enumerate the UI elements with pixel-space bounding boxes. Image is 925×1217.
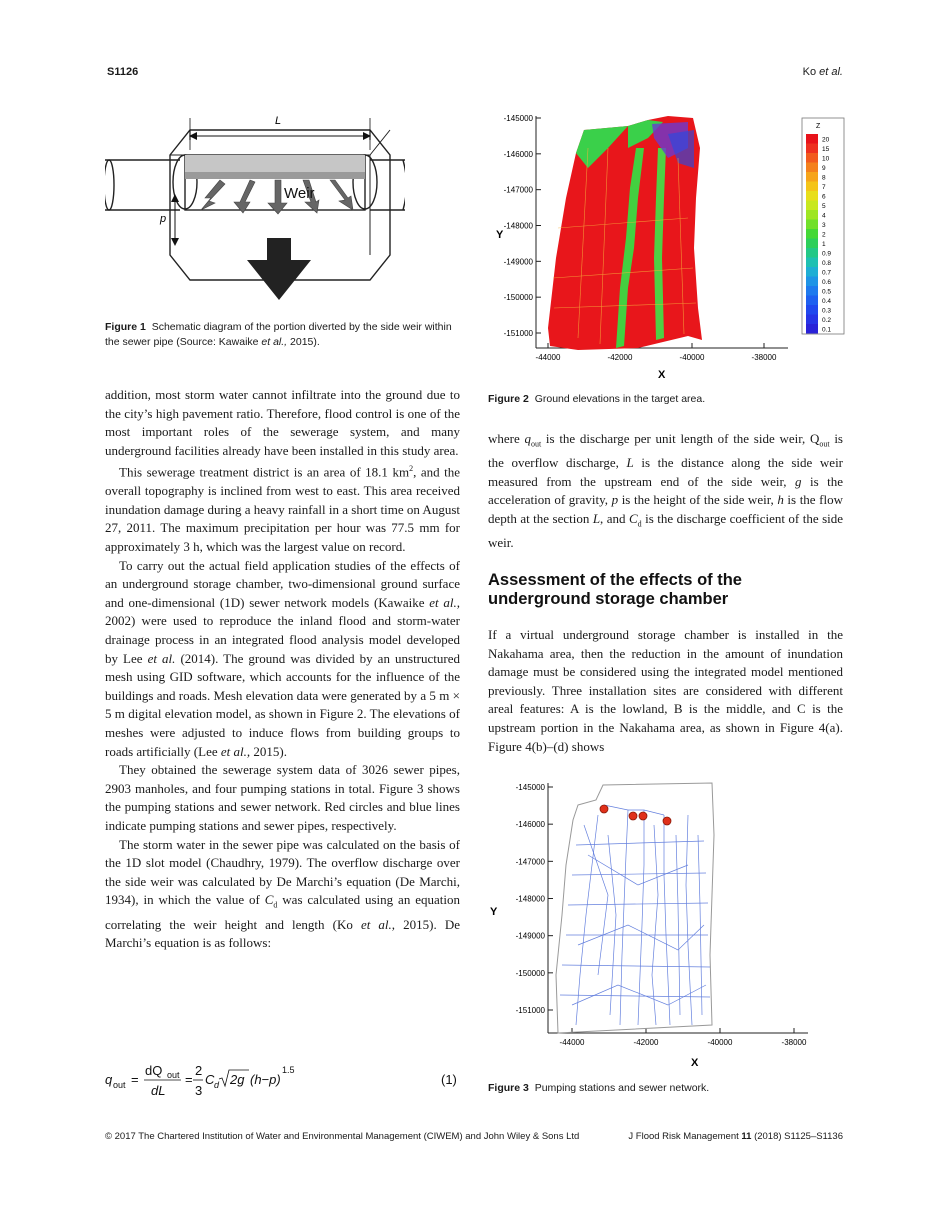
legend-level-label: 0.2: [822, 317, 832, 324]
figure-3-x-tick-label: -40000: [707, 1038, 733, 1047]
footer-journal-name: J Flood Risk Management: [628, 1131, 742, 1142]
paragraph-4: They obtained the sewerage system data of 3026 sewer pipes, 2903 manholes, and four pumping stations in total. Figure 3 shows the pumping stations and sewer network. Red circles and blue lines indicate pumping stations and sewer pipes, respectively.: [105, 762, 460, 833]
legend-swatch: [806, 153, 818, 163]
where-g2: is the flow depth at the section: [488, 492, 843, 526]
footer-volume: 11: [741, 1131, 752, 1142]
eq-equals-1: =: [131, 1072, 139, 1087]
legend-level-label: 2: [822, 231, 826, 239]
figure-3-y-tick-label: -146000: [515, 820, 545, 830]
eq-q: q: [105, 1072, 113, 1087]
where-e: is the acceleration of gravity,: [488, 473, 843, 508]
legend-level-label: 3: [822, 222, 826, 229]
legend-swatch: [806, 163, 818, 173]
figure-3-label: Figure 3: [488, 1082, 529, 1094]
figure-2-y-tick-label: -150000: [503, 293, 533, 303]
page-number: S1126: [107, 66, 139, 78]
paragraph-3-b: 2002) were used to reproduce the inland flood and storm-water drainage process in an integrated flood analysis model developed by Lee: [105, 613, 460, 666]
eq-den: dL: [151, 1083, 166, 1098]
where-b: is the discharge per unit length of the side weir, Q: [541, 431, 820, 446]
figure-3-x-tick-label: -38000: [781, 1038, 807, 1047]
where-L2: L: [592, 510, 601, 526]
where-h2: , and: [600, 510, 629, 526]
legend-level-label: 0.9: [822, 250, 832, 258]
eq-number: (1): [441, 1072, 457, 1087]
figure-3-y-tick-label: -151000: [515, 1006, 545, 1015]
figure-1-caption-text-a: Schematic diagram of the portion diverted by the side weir within the sewer pipe (Source: Kawaike: [105, 321, 452, 348]
paragraph-3-a: To carry out the actual field application studies of the effects of an underground storage chamber, two-dimensional ground surface and one-dimensional (1D) sewer network models (Kawaike: [105, 557, 460, 610]
paragraph-5-etal: et al.,: [360, 916, 396, 932]
paragraph-3-etal-3: et al.,: [220, 743, 251, 759]
paragraph-3-d: 2015).: [250, 743, 287, 759]
figure-2-x-tick-label: -44000: [535, 353, 561, 362]
paragraph-5-cd: C: [264, 892, 274, 908]
pumping-stations: [600, 805, 671, 825]
legend-level-label: 0.4: [822, 298, 832, 305]
legend-swatch: [806, 286, 818, 296]
figure-2-caption-text: Ground elevations in the target area.: [534, 393, 706, 405]
eq-cd: C: [205, 1072, 215, 1087]
legend-swatch: [806, 229, 818, 239]
paragraph-5-c: 2015). De Marchi’s equation is as follows:: [105, 916, 460, 951]
legend-level-label: 0.5: [822, 288, 832, 296]
where-p: p: [611, 492, 619, 508]
figure-2-y-tick-label: -149000: [503, 257, 533, 267]
figure-2-y-tick-label: -147000: [503, 185, 533, 195]
running-head-author: Ko: [802, 66, 817, 78]
legend-level-label: 0.6: [822, 279, 832, 286]
legend-level-label: 0.3: [822, 307, 832, 315]
eq-equals-2: =: [185, 1072, 193, 1087]
legend-swatch: [806, 191, 818, 201]
figure-2-y-tick-label: -145000: [503, 114, 533, 123]
where-h: h: [777, 492, 784, 508]
legend-swatch: [806, 258, 818, 268]
figure-3-y-tick-label: -150000: [515, 968, 545, 978]
eq-sqrt-arg: 2g: [230, 1072, 245, 1087]
legend-swatch: [806, 324, 818, 334]
legend-swatch: [806, 172, 818, 182]
running-head-etal: et al.: [819, 66, 843, 78]
figure-2-y-tick-label: -146000: [503, 149, 533, 159]
figure-1-schematic: [105, 110, 405, 310]
figure-3-y-tick-label: -145000: [515, 783, 545, 792]
figure-2-label: Figure 2: [488, 393, 529, 405]
figure-2-x-tick-label: -40000: [679, 353, 705, 362]
eq-frac-num: 2: [195, 1063, 203, 1078]
footer-copyright: © 2017 The Chartered Institution of Water and Environmental Management (CIWEM) and John Wiley & Sons Ltd: [105, 1131, 580, 1142]
legend-swatch: [806, 134, 818, 144]
legend-level-label: 0.8: [822, 260, 832, 267]
paragraph-5-b: was calculated using an equation correlating the weir height and length (Ko: [105, 892, 460, 932]
figure-2-y-tick-label: -151000: [503, 329, 533, 338]
legend-swatch: [806, 315, 818, 325]
legend-level-label: 1: [822, 241, 826, 248]
where-q: q: [524, 431, 531, 446]
assessment-paragraph: If a virtual underground storage chamber is installed in the Nakahama area, then the reduction in the amount of inundation damage must be considered using the integrated model mentioned previously. Three installation sites are considered with different areal features: A is the lowland, B is the middle, and C is the upstream portion in the Nakahama area, as shown in Figure 4(a). Figure 4(b)–(d) shows: [488, 627, 843, 754]
legend-level-label: 0.7: [822, 269, 832, 277]
legend-level-label: 0.1: [822, 326, 832, 334]
legend-swatch: [806, 201, 818, 211]
legend-swatch: [806, 248, 818, 258]
left-column-text: [105, 386, 460, 953]
label-weir: Weir: [284, 185, 315, 202]
where-q-sub: out: [530, 439, 542, 449]
paragraph-5-cd-sub: d: [273, 900, 278, 910]
legend-swatch: [806, 144, 818, 154]
legend-swatch: [806, 277, 818, 287]
legend-swatch: [806, 220, 818, 230]
figure-3-y-tick-label: -149000: [515, 931, 545, 941]
where-f: is the height of the side weir,: [618, 492, 778, 508]
where-L: L: [626, 455, 634, 471]
where-c: is the overflow discharge,: [488, 431, 843, 471]
equation-1: [105, 1062, 460, 1102]
where-i: is the discharge coefficient of the side weir.: [488, 510, 844, 551]
eq-num-dq: dQ: [145, 1063, 163, 1078]
where-Q-sub: out: [819, 439, 830, 449]
legend-level-label: 20: [822, 136, 830, 144]
where-C: C: [629, 510, 638, 526]
eq-frac-den: 3: [195, 1083, 203, 1098]
legend-level-label: 9: [822, 165, 826, 172]
where-g: g: [795, 473, 802, 489]
label-p: p: [160, 213, 167, 225]
right-column-assessment-text: [488, 626, 843, 756]
legend-swatch: [806, 239, 818, 249]
legend-level-label: 6: [822, 193, 826, 201]
figure-3-caption: [488, 1081, 848, 1096]
legend-level-label: 15: [822, 146, 830, 153]
figure-3-y-label: Y: [490, 906, 498, 918]
legend-level-label: 4: [822, 212, 826, 220]
where-a: where: [488, 431, 525, 446]
eq-num-sub: out: [167, 1070, 180, 1080]
paragraph-2-b: , and the overall topography is inclined from west to east. This area received inundation damage during a heavy rainfall in a short time on August 27, 2011. The maximum precipitation per hour was 77.5 mm for approximately 3 h, which was the largest value on record.: [105, 464, 460, 555]
eq-cd-sub: d: [214, 1080, 220, 1090]
figure-1-caption-text-b: 2015).: [287, 336, 320, 348]
where-paragraph: [488, 430, 843, 553]
figure-3-x-tick-label: -44000: [559, 1038, 585, 1047]
eq-exponent: 1.5: [282, 1065, 295, 1075]
figure-2-x-label: X: [658, 369, 666, 380]
legend-swatch: [806, 296, 818, 306]
figure-3-x-label: X: [691, 1057, 699, 1069]
legend-level-label: 7: [822, 184, 826, 191]
section-heading: Assessment of the effects of the underground storage chamber: [488, 571, 742, 608]
paragraph-2: [105, 460, 460, 556]
eq-q-sub: out: [113, 1080, 126, 1090]
label-L: L: [275, 115, 282, 127]
figure-3-caption-text: Pumping stations and sewer network.: [534, 1082, 710, 1094]
paragraph-2-a: This sewerage treatment district is an area of 18.1 km: [119, 464, 410, 480]
paragraph-3-etal-1: et al.,: [429, 594, 460, 610]
paragraph-5-a: The storm water in the sewer pipe was calculated on the basis of the 1D slot model (Chaudhry, 1979). The overflow discharge over the side weir was calculated by De Marchi’s equation (De Marchi, 1934), in which the value of: [105, 836, 460, 908]
legend-swatch: [806, 182, 818, 192]
running-head: [803, 66, 843, 78]
figure-2-y-label: Y: [496, 229, 504, 241]
where-d: is the distance along the side weir measured from the upstream end of the side weir,: [488, 455, 844, 489]
legend-swatch: [806, 305, 818, 315]
figure-1-caption-etal: et al.,: [261, 336, 288, 348]
legend-swatch: [806, 210, 818, 220]
footer-pages: (2018) S1125–S1136: [751, 1131, 843, 1142]
figure-2-x-tick-label: -38000: [751, 353, 777, 362]
legend-swatch: [806, 267, 818, 277]
legend-level-label: 5: [822, 203, 826, 210]
figure-3-y-tick-label: -148000: [515, 894, 545, 904]
where-C-sub: d: [637, 519, 642, 529]
figure-2-caption: [488, 392, 848, 407]
paragraph-3-c: (2014). The ground was divided by an unstructured mesh using GID software, which accounts for the influence of the buildings and roads. Mesh elevation data were generated by a 5 m × 5 m digital elevation model, as shown in Figure 2. The elevations of meshes were adjusted to induce flows from building groups to roads artificially (Lee: [105, 650, 460, 759]
figure-3-map: [488, 775, 818, 1070]
paragraph-2-sup: 2: [409, 464, 414, 474]
paragraph-3-etal-2: et al.: [147, 650, 176, 666]
footer-journal: [628, 1131, 843, 1142]
paragraph-1: addition, most storm water cannot infiltrate into the ground due to the city’s high pavement ratio. Therefore, flood control is one of the most important roles of the sewerage system, and many underground facilities already have been installed in this study area.: [105, 387, 460, 458]
legend-level-label: 10: [822, 155, 830, 163]
figure-2-y-tick-label: -148000: [503, 221, 533, 231]
figure-2-x-tick-label: -42000: [607, 353, 633, 362]
legend-level-label: 8: [822, 174, 826, 182]
figure-1-caption: [105, 320, 460, 350]
figure-3-y-tick-label: -147000: [515, 857, 545, 867]
figure-1-label: Figure 1: [105, 321, 146, 333]
right-column-where-text: [488, 430, 843, 553]
paragraph-3: [105, 557, 460, 762]
figure-2-map: [488, 108, 848, 380]
figure-3-x-tick-label: -42000: [633, 1038, 659, 1047]
eq-paren: (h−p): [250, 1072, 281, 1087]
paragraph-5: [105, 836, 460, 953]
figure-2-legend-title: Z: [816, 123, 821, 130]
